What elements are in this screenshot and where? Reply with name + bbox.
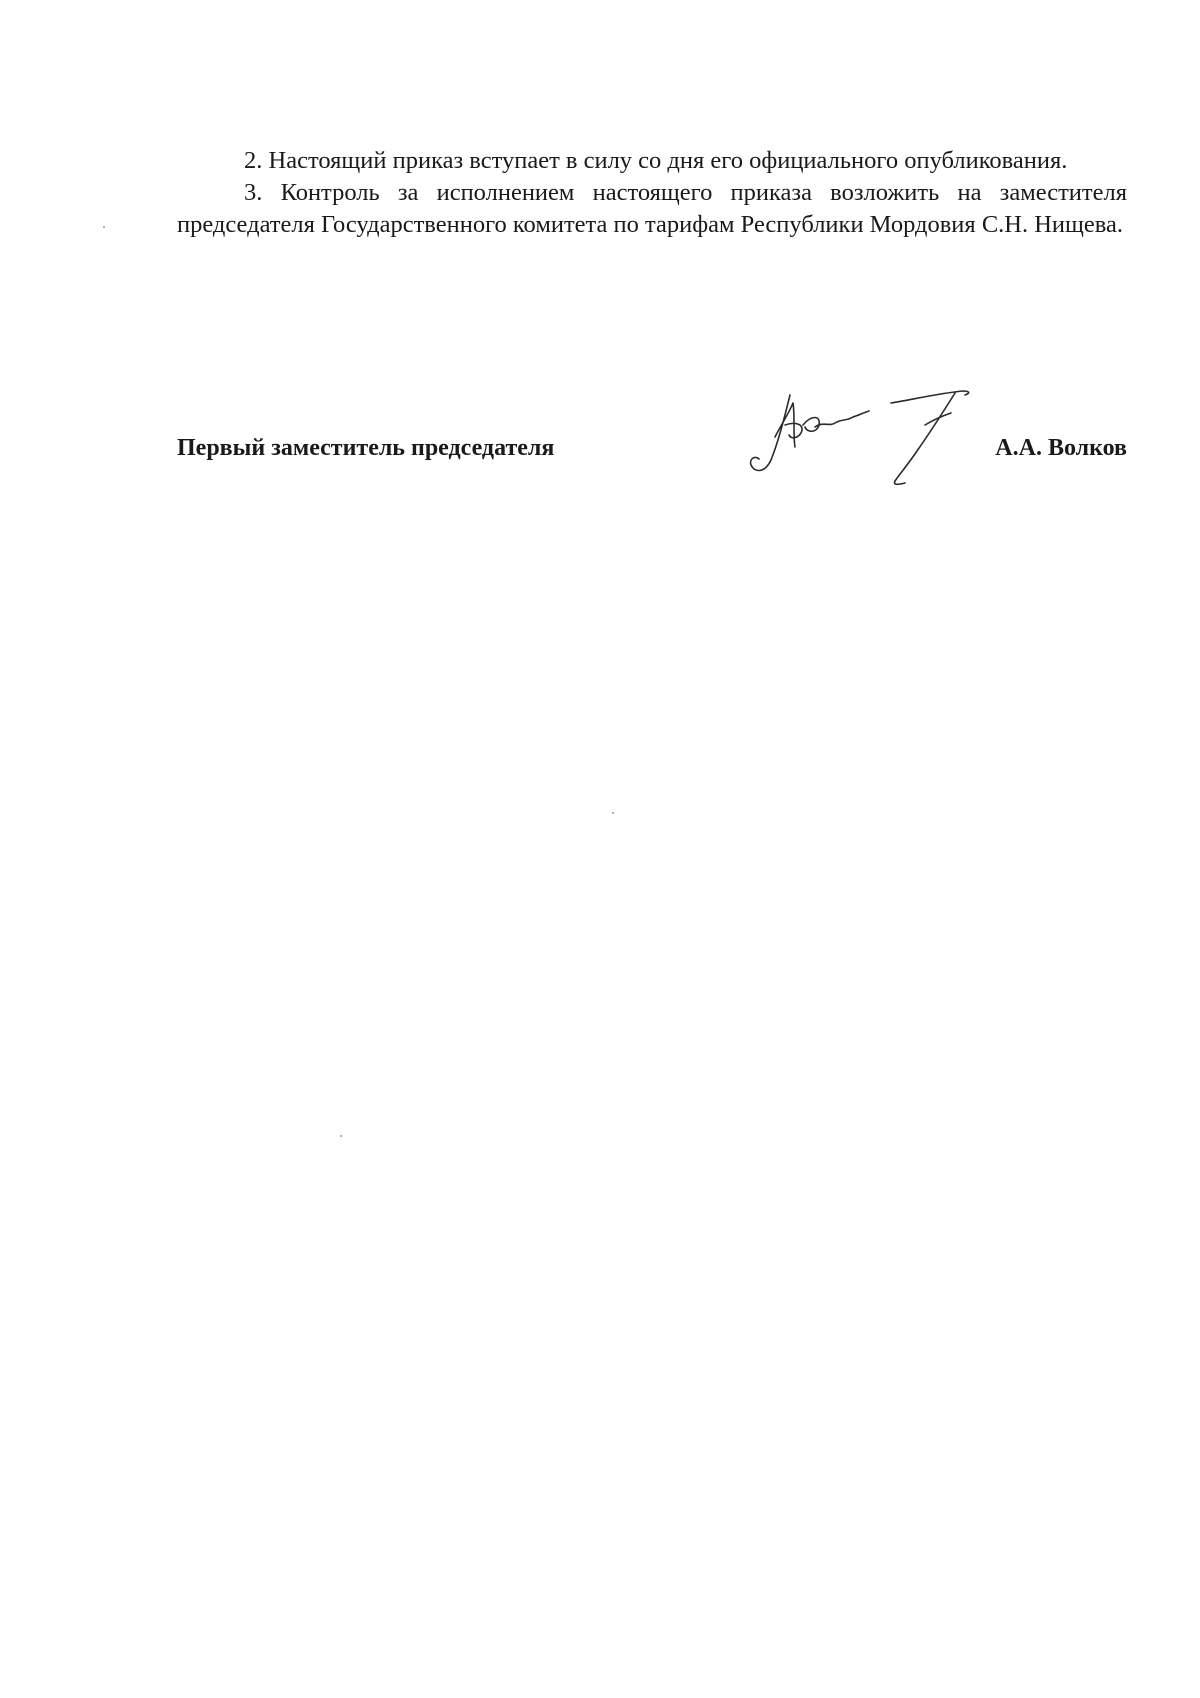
signer-title: Первый заместитель председателя: [177, 435, 555, 461]
scan-speck: [103, 226, 105, 228]
paragraph-2: 2. Настоящий приказ вступает в силу со дня его официального опубликования.: [244, 147, 1068, 174]
handwritten-signature-icon: [745, 385, 1045, 495]
document-body: [177, 145, 1127, 241]
paragraph-3: 3. Контроль за исполнением настоящего приказа возложить на заместителя председателя Государственного комитета по тарифам Республики Мордовия С.Н. Нищева.: [177, 179, 1127, 238]
scan-speck: [612, 812, 614, 814]
scan-speck: [340, 1135, 342, 1137]
signer-name: А.А. Волков: [995, 435, 1127, 461]
